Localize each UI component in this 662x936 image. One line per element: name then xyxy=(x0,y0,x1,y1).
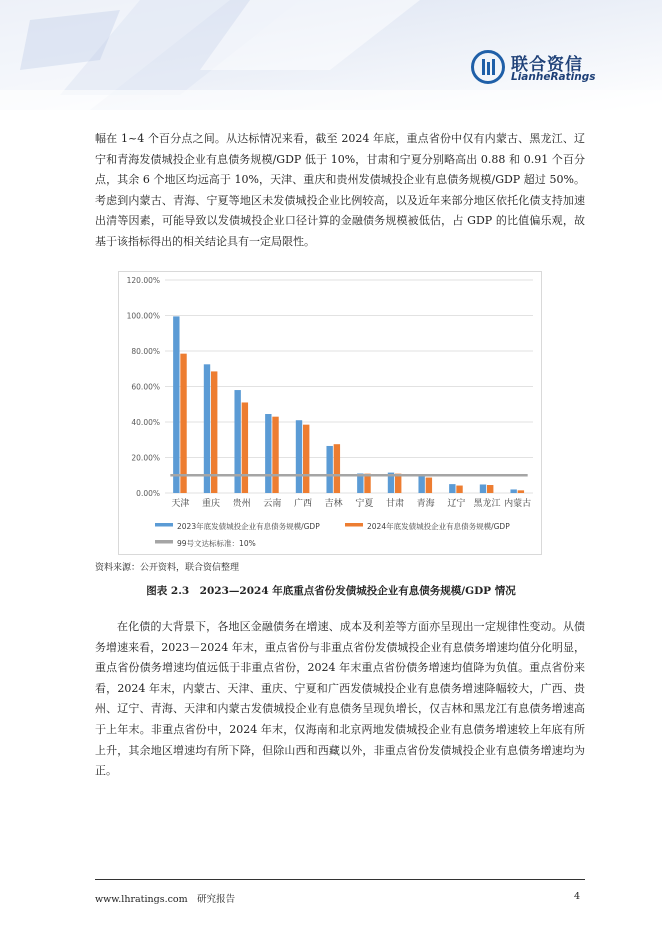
x-tick-label: 甘肃 xyxy=(385,499,405,509)
body-paragraph-1: 幅在 1~4 个百分点之间。从达标情况来看，截至 2024 年底，重点省份中仅有内蒙古、黑龙江、辽宁和青海发债城投企业有息债务规模/GDP 低于 10%，甘肃和宁夏分别略高出 0.88 和 0.91 个百分点，其余 6 个地区均远高于 10%，天津、重庆和贵州发债城投企业有息债务规模/GDP 超过 50%。考虑到内蒙古、青海、宁夏等地区未发债城投企业比例较高，以及近年来部分地区依托化债支持加速出清等因素，可能导致以发债城投企业口径计算的金融债务规模被低估，占 GDP 的比值偏乐观，故基于该指标得出的相关结论具有一定局限性。 xyxy=(95,132,585,248)
bar-2024 xyxy=(395,474,401,493)
bar-2023 xyxy=(234,390,240,493)
bar-2024 xyxy=(180,354,186,493)
company-logo xyxy=(471,50,596,88)
x-tick-label: 贵州 xyxy=(232,499,251,509)
bar-2023 xyxy=(418,475,424,493)
x-tick-label: 广西 xyxy=(293,499,313,509)
x-tick-label: 天津 xyxy=(171,499,190,509)
bar-2023 xyxy=(204,364,210,493)
bar-2024 xyxy=(518,490,524,493)
x-tick-label: 宁夏 xyxy=(355,499,374,509)
x-tick-label: 辽宁 xyxy=(447,499,466,509)
y-tick-label: 20.00% xyxy=(131,453,160,463)
bar-2024 xyxy=(242,402,248,493)
y-tick-label: 60.00% xyxy=(131,382,160,392)
x-tick-label: 黑龙江 xyxy=(473,499,501,509)
bar-2023 xyxy=(510,489,516,493)
bar-2024 xyxy=(303,425,309,493)
bar-2024 xyxy=(364,474,370,493)
legend-2024-swatch xyxy=(345,523,363,527)
legend-reference-label: 99号文达标标准：10% xyxy=(177,539,256,548)
bar-2023 xyxy=(265,414,271,493)
bar-2024 xyxy=(272,417,278,493)
x-tick-label: 重庆 xyxy=(201,499,221,509)
body-paragraph-2: 在化债的大背景下，各地区金融债务在增速、成本及利差等方面亦呈现出一定规律性变动。从债务增速来看，2023－2024 年末，重点省份与非重点省份发债城投企业有息债务增速均值分化明显，重点省份债务增速均值远低于非重点省份，2024 年末重点省份债务增速均值降为负值。重点省份来看，2024 年末，内蒙古、天津、重庆、宁夏和广西发债城投企业有息债务增速降幅较大，广西、贵州、辽宁、青海、天津和内蒙古发债城投企业有息债务呈现负增长，仅吉林和黑龙江有息债务增速高于上年末。非重点省份中，2024 年末，仅海南和北京两地发债城投企业有息债务增速较上年底有所上升，其余地区增速均有所下降，但除山西和西藏以外，非重点省份发债城投企业有息债务增速均为正。 xyxy=(95,620,585,778)
x-tick-label: 云南 xyxy=(263,499,282,509)
chart-container xyxy=(118,271,542,555)
logo-mark-icon xyxy=(471,50,505,84)
logo-english-text: LianheRatings xyxy=(511,71,596,83)
legend-2024-label: 2024年底发债城投企业有息债务规模/GDP xyxy=(367,522,510,531)
bar-2023 xyxy=(326,446,332,493)
y-tick-label: 120.00% xyxy=(126,276,160,285)
bar-2023 xyxy=(449,484,455,493)
bar-2023 xyxy=(173,316,179,493)
footer-divider xyxy=(95,879,585,880)
page-number: 4 xyxy=(574,891,581,902)
bar-2023 xyxy=(480,484,486,493)
chart-caption: 图表 2.3 2023—2024 年底重点省份发债城投企业有息债务规模/GDP 情况 xyxy=(146,585,516,597)
x-tick-label: 吉林 xyxy=(324,499,343,509)
legend-2023-label: 2023年底发债城投企业有息债务规模/GDP xyxy=(177,522,320,531)
legend-reference-swatch xyxy=(155,540,173,544)
bar-2024 xyxy=(426,478,432,493)
y-tick-label: 40.00% xyxy=(131,418,160,427)
legend-2023-swatch xyxy=(155,523,173,527)
x-tick-label: 青海 xyxy=(416,499,435,509)
logo-chinese-text: 联合资信 xyxy=(511,55,583,75)
y-tick-label: 0.00% xyxy=(136,489,160,498)
x-tick-label: 内蒙古 xyxy=(504,499,532,509)
bar-2024 xyxy=(456,486,462,493)
y-tick-label: 100.00% xyxy=(126,311,160,321)
bar-chart xyxy=(119,272,541,554)
chart-source-note: 资料来源：公开资料，联合资信整理 xyxy=(95,563,240,573)
bar-2024 xyxy=(487,485,493,493)
bar-2024 xyxy=(334,444,340,493)
bar-2023 xyxy=(296,420,302,493)
y-tick-label: 80.00% xyxy=(131,347,160,356)
footer-website: www.lhratings.com 研究报告 xyxy=(95,894,236,905)
